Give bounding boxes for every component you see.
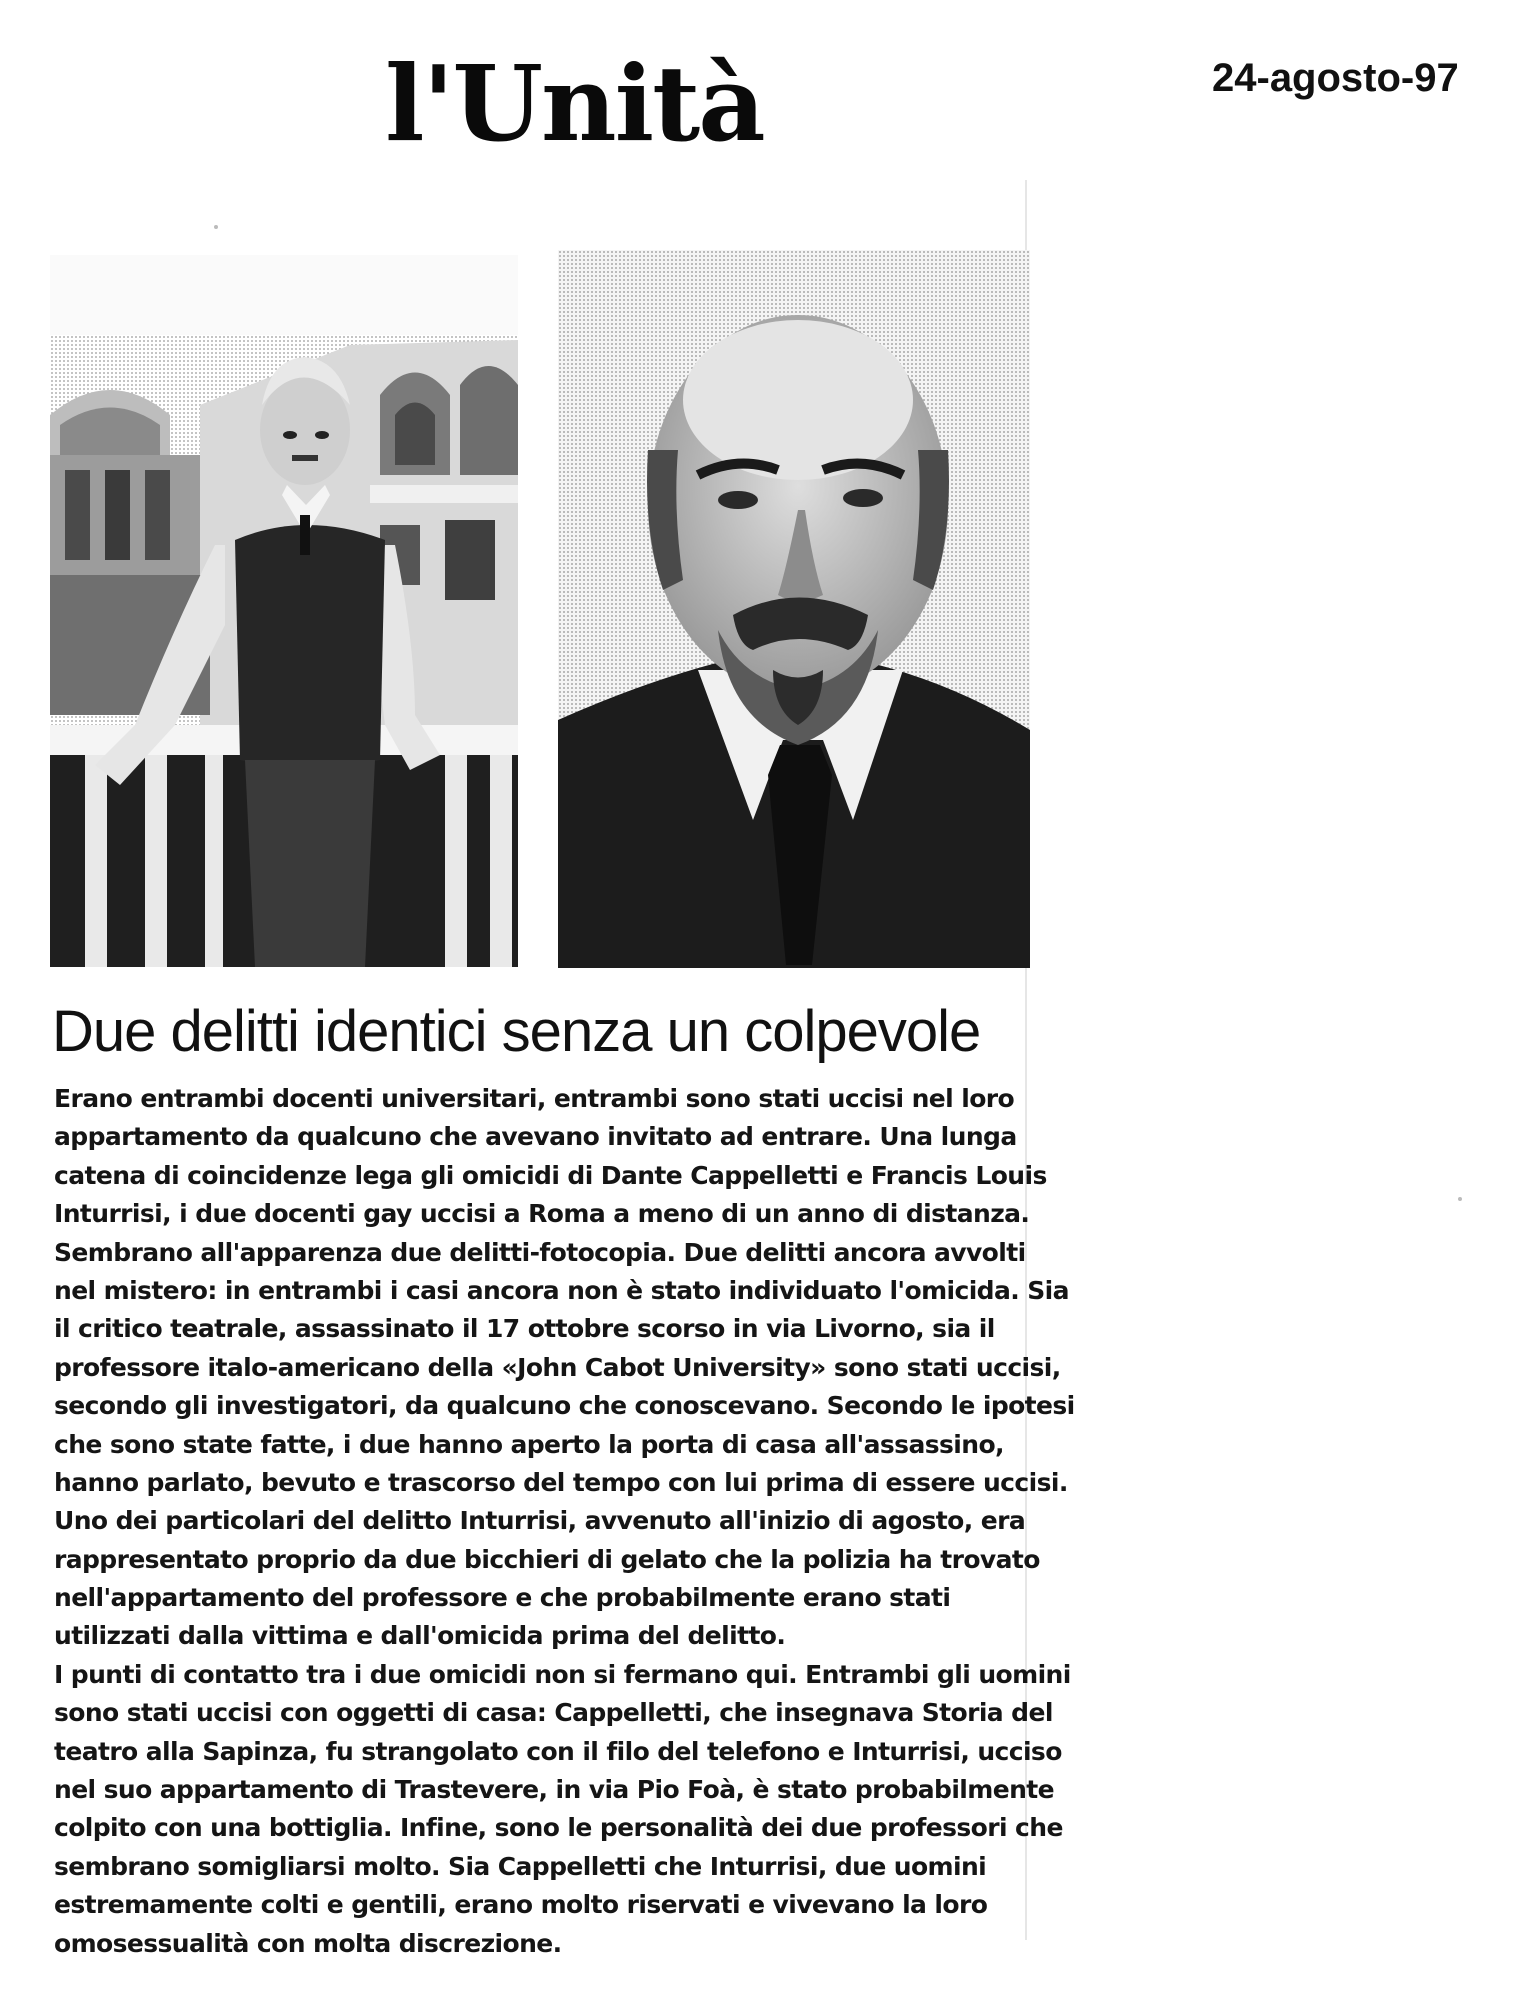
article-line: Sembrano all'apparenza due delitti-fotocopia. Due delitti ancora avvolti: [54, 1237, 1026, 1267]
article-line: colpito con una bottiglia. Infine, sono le personalità dei due professori che: [54, 1813, 1063, 1843]
article-line: il critico teatrale, assassinato il 17 ottobre scorso in via Livorno, sia il: [54, 1314, 995, 1344]
article-line: secondo gli investigatori, da qualcuno che conoscevano. Secondo le ipotesi: [54, 1391, 1075, 1421]
article-line: sono stati uccisi con oggetti di casa: Cappelletti, che insegnava Storia del: [54, 1698, 1053, 1728]
article-line: estremamente colti e gentili, erano molto riservati e vivevano la loro: [54, 1890, 988, 1920]
newspaper-masthead: l'Unità: [385, 42, 764, 165]
clipping-date: 24-agosto-97: [1212, 56, 1459, 100]
scan-speck: [1458, 1197, 1462, 1201]
article-line: Uno dei particolari del delitto Inturrisi, avvenuto all'inizio di agosto, era: [54, 1506, 1026, 1536]
article-headline: Due delitti identici senza un colpevole: [52, 999, 981, 1064]
article-line: sembrano somigliarsi molto. Sia Cappelletti che Inturrisi, due uomini: [54, 1851, 987, 1881]
article-line: hanno parlato, bevuto e trascorso del tempo con lui prima di essere uccisi.: [54, 1467, 1068, 1497]
article-line: utilizzati dalla vittima e dall'omicida prima del delitto.: [54, 1621, 786, 1651]
article-line: teatro alla Sapinza, fu strangolato con il filo del telefono e Inturrisi, ucciso: [54, 1736, 1062, 1766]
article-line: catena di coincidenze lega gli omicidi di Dante Cappelletti e Francis Louis: [54, 1160, 1047, 1190]
scan-speck: [214, 225, 218, 229]
article-line: nel suo appartamento di Trastevere, in via Pio Foà, è stato probabilmente: [54, 1775, 1054, 1805]
article-line: I punti di contatto tra i due omicidi non si fermano qui. Entrambi gli uomini: [54, 1659, 1071, 1689]
article-body: [54, 1080, 1075, 1963]
article-line: nel mistero: in entrambi i casi ancora non è stato individuato l'omicida. Sia: [54, 1275, 1069, 1305]
photo-man-on-balcony: [50, 255, 518, 967]
article-line: rappresentato proprio da due bicchieri di gelato che la polizia ha trovato: [54, 1544, 1040, 1574]
article-line: Inturrisi, i due docenti gay uccisi a Roma a meno di un anno di distanza.: [54, 1199, 1030, 1229]
article-line: che sono state fatte, i due hanno aperto la porta di casa all'assassino,: [54, 1429, 1004, 1459]
article-line: omosessualità con molta discrezione.: [54, 1928, 562, 1958]
article-line: professore italo-americano della «John Cabot University» sono stati uccisi,: [54, 1352, 1061, 1382]
article-line: Erano entrambi docenti universitari, entrambi sono stati uccisi nel loro: [54, 1084, 1015, 1113]
photo-bearded-man-portrait: [558, 250, 1030, 968]
article-line: appartamento da qualcuno che avevano invitato ad entrare. Una lunga: [54, 1122, 1017, 1152]
article-line: nell'appartamento del professore e che probabilmente erano stati: [54, 1583, 951, 1613]
